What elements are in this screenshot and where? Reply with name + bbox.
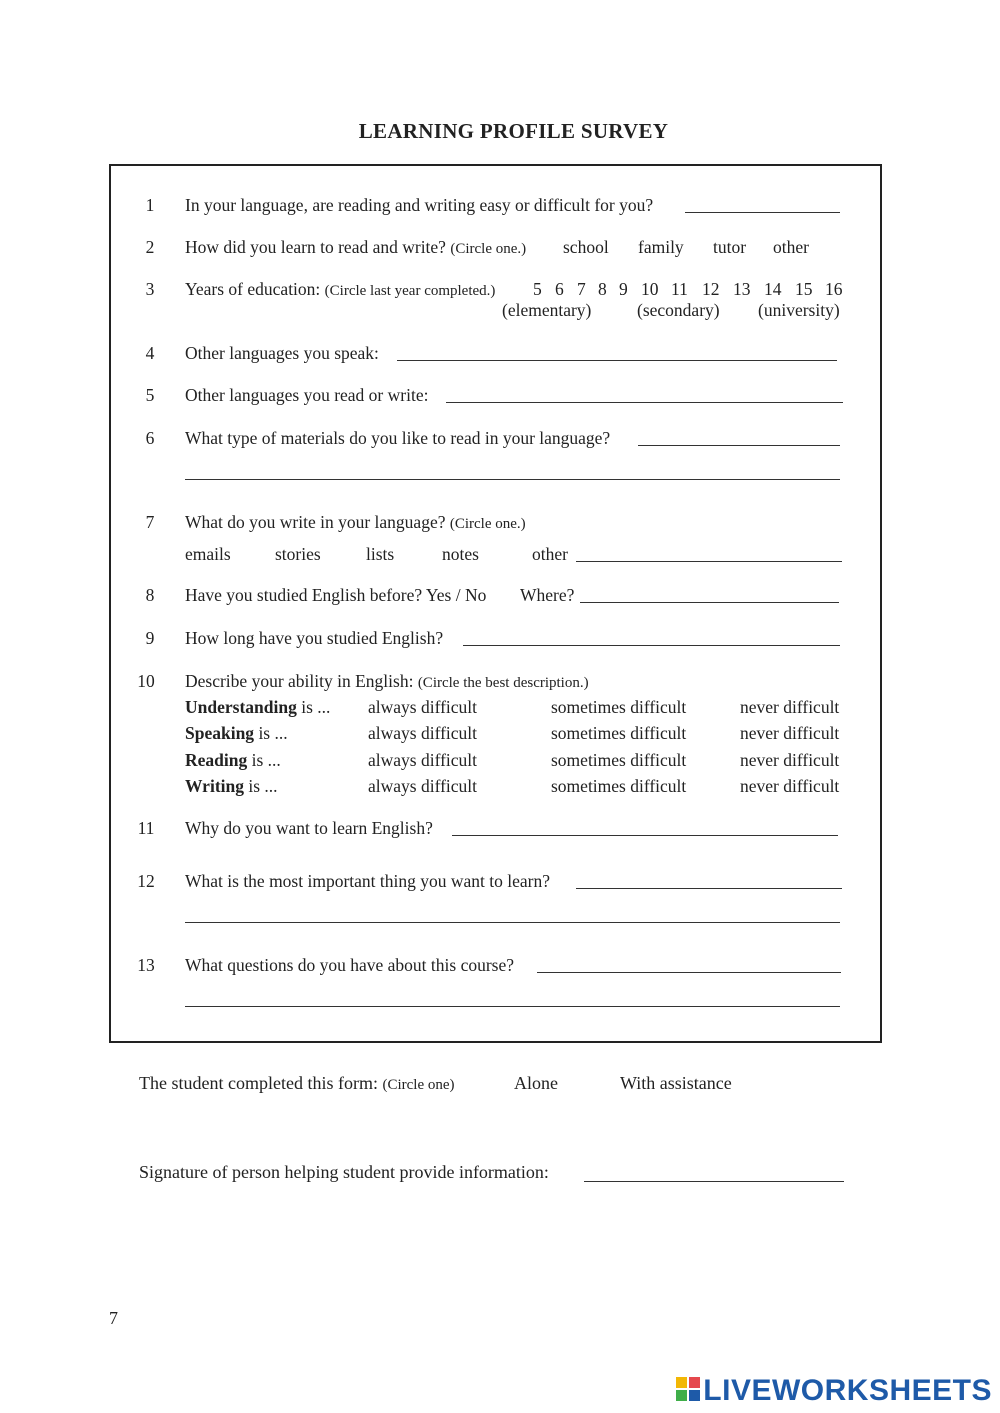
option-school[interactable]: school <box>563 237 609 257</box>
answer-line[interactable] <box>576 561 842 562</box>
answer-line[interactable] <box>452 835 838 836</box>
answer-line[interactable] <box>185 479 840 480</box>
option-tutor[interactable]: tutor <box>713 237 747 257</box>
page-title: LEARNING PROFILE SURVEY <box>358 119 669 143</box>
question-text: How long have you studied English? <box>185 628 444 648</box>
option-notes[interactable]: notes <box>442 544 479 564</box>
signature-label: Signature of person helping student provide information: <box>139 1162 549 1182</box>
question-text: Other languages you read or write: <box>185 385 429 405</box>
question-number: 10 <box>137 671 155 691</box>
instruction-note: (Circle last year completed.) <box>324 283 496 299</box>
instruction-note: (Circle the best description.) <box>417 675 589 691</box>
year-option[interactable]: 15 <box>795 279 813 299</box>
liveworksheets-logo <box>676 1374 992 1408</box>
option-never-difficult[interactable]: never difficult <box>740 723 840 743</box>
option-lists[interactable]: lists <box>366 544 395 564</box>
question-text: What questions do you have about this course? <box>185 955 515 975</box>
option-emails[interactable]: emails <box>185 544 231 564</box>
year-option[interactable]: 5 <box>533 279 542 299</box>
brand-name: LIVEWORKSHEETS <box>703 1374 992 1407</box>
option-never-difficult[interactable]: never difficult <box>740 776 840 796</box>
year-option[interactable]: 11 <box>671 279 688 299</box>
level-university: (university) <box>758 300 840 320</box>
question-number: 3 <box>145 279 155 299</box>
instruction-note: (Circle one.) <box>450 241 527 257</box>
question-number: 4 <box>145 343 155 363</box>
year-option[interactable]: 9 <box>619 279 628 299</box>
signature-line[interactable] <box>584 1181 844 1182</box>
option-never-difficult[interactable]: never difficult <box>740 750 840 770</box>
skill-label: Writing is ... <box>185 776 278 796</box>
answer-line[interactable] <box>397 360 837 361</box>
question-number: 7 <box>145 512 155 532</box>
option-sometimes-difficult[interactable]: sometimes difficult <box>551 750 687 770</box>
page-number: 7 <box>109 1308 118 1328</box>
option-never-difficult[interactable]: never difficult <box>740 697 840 717</box>
question-number: 1 <box>145 195 155 215</box>
question-text: Have you studied English before? Yes / No <box>185 585 487 605</box>
logo-icon <box>676 1377 700 1401</box>
question-number: 13 <box>137 955 155 975</box>
question-text: In your language, are reading and writing easy or difficult for you? <box>185 195 654 215</box>
option-with-assistance[interactable]: With assistance <box>620 1073 732 1093</box>
question-number: 5 <box>145 385 155 405</box>
option-always-difficult[interactable]: always difficult <box>368 697 478 717</box>
question-text: What type of materials do you like to read in your language? <box>185 428 611 448</box>
question-text: What is the most important thing you want to learn? <box>185 871 550 891</box>
year-option[interactable]: 14 <box>764 279 782 299</box>
question-text: Describe your ability in English: (Circle the best description.) <box>185 671 589 691</box>
year-option[interactable]: 6 <box>555 279 564 299</box>
completed-label: The student completed this form: (Circle one) <box>139 1073 455 1093</box>
option-sometimes-difficult[interactable]: sometimes difficult <box>551 776 687 796</box>
question-text: Years of education: (Circle last year completed.) <box>185 279 496 299</box>
question-text: How did you learn to read and write? (Circle one.) <box>185 237 527 257</box>
option-alone[interactable]: Alone <box>514 1073 558 1093</box>
answer-line[interactable] <box>537 972 841 973</box>
question-text: What do you write in your language? (Circle one.) <box>185 512 526 532</box>
option-other[interactable]: other <box>532 544 568 564</box>
option-family[interactable]: family <box>638 237 684 257</box>
option-always-difficult[interactable]: always difficult <box>368 723 478 743</box>
answer-line[interactable] <box>576 888 842 889</box>
level-secondary: (secondary) <box>637 300 720 320</box>
year-option[interactable]: 12 <box>702 279 720 299</box>
skill-label: Reading is ... <box>185 750 281 770</box>
option-always-difficult[interactable]: always difficult <box>368 750 478 770</box>
answer-line[interactable] <box>580 602 839 603</box>
question-text: Other languages you speak: <box>185 343 379 363</box>
instruction-note: (Circle one) <box>382 1077 455 1093</box>
answer-line[interactable] <box>185 922 840 923</box>
where-label: Where? <box>520 585 575 605</box>
option-always-difficult[interactable]: always difficult <box>368 776 478 796</box>
skill-label: Understanding is ... <box>185 697 331 717</box>
year-option[interactable]: 7 <box>577 279 586 299</box>
question-number: 11 <box>137 818 155 838</box>
year-option[interactable]: 8 <box>598 279 607 299</box>
instruction-note: (Circle one.) <box>449 516 526 532</box>
question-number: 2 <box>145 237 155 257</box>
skill-label: Speaking is ... <box>185 723 288 743</box>
level-elementary: (elementary) <box>502 300 592 320</box>
year-option[interactable]: 10 <box>641 279 659 299</box>
question-text: Why do you want to learn English? <box>185 818 433 838</box>
option-sometimes-difficult[interactable]: sometimes difficult <box>551 723 687 743</box>
option-stories[interactable]: stories <box>275 544 321 564</box>
answer-line[interactable] <box>638 445 840 446</box>
option-sometimes-difficult[interactable]: sometimes difficult <box>551 697 687 717</box>
question-number: 9 <box>145 628 155 648</box>
option-other[interactable]: other <box>773 237 809 257</box>
question-number: 6 <box>145 428 155 448</box>
question-number: 8 <box>145 585 155 605</box>
year-option[interactable]: 16 <box>825 279 843 299</box>
answer-line[interactable] <box>685 212 840 213</box>
answer-line[interactable] <box>463 645 840 646</box>
answer-line[interactable] <box>446 402 843 403</box>
year-option[interactable]: 13 <box>733 279 751 299</box>
answer-line[interactable] <box>185 1006 840 1007</box>
question-number: 12 <box>137 871 155 891</box>
